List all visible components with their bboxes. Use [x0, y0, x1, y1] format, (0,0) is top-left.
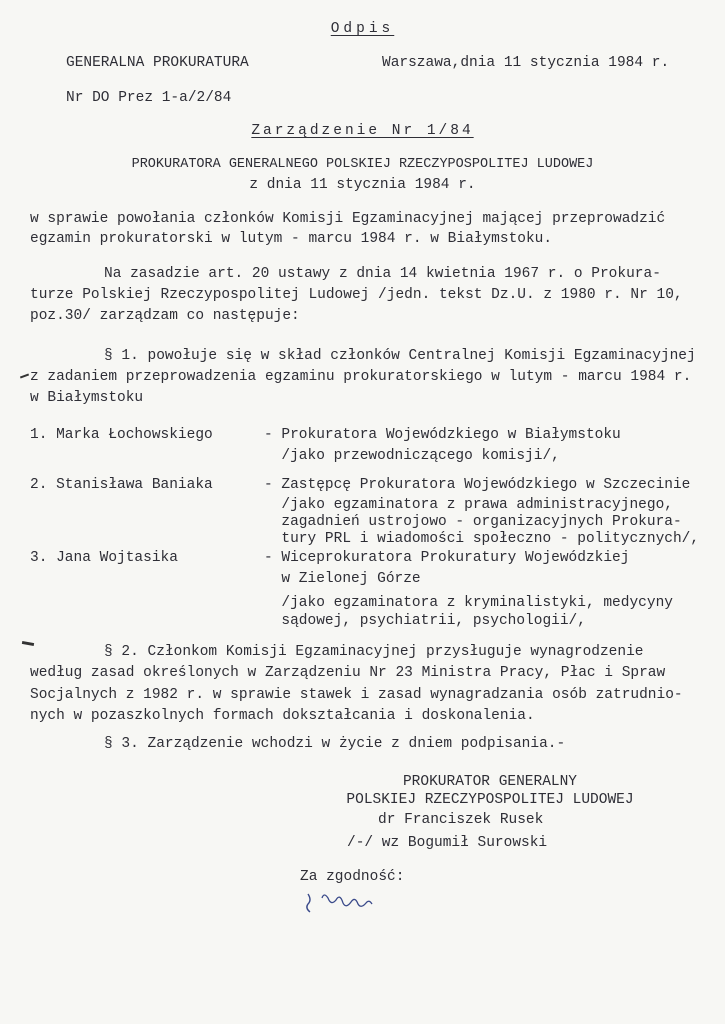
member-role-line: - Prokuratora Wojewódzkiego w Białymstoku [264, 427, 621, 443]
member-name: 2. Stanisława Baniaka [30, 477, 213, 493]
copy-label: Odpis [330, 21, 395, 37]
subject-line: w sprawie powołania członków Komisji Egzaminacyjnej mającej przeprowadzić [30, 211, 666, 227]
member-role-line: tury PRL i wiadomości społeczno - politycznych/, [264, 531, 700, 547]
place-date: Warszawa,dnia 11 stycznia 1984 r. [382, 55, 670, 71]
section2-line: § 2. Członkom Komisji Egzaminacyjnej przysługuje wynagrodzenie [104, 644, 644, 660]
reference-number: Nr DO Prez 1-a/2/84 [66, 90, 232, 106]
member-role-line: /jako przewodniczącego komisji/, [264, 448, 560, 464]
preamble-line: poz.30/ zarządzam co następuje: [30, 308, 300, 324]
member-role-line: sądowej, psychiatrii, psychologii/, [264, 613, 586, 629]
signatory-name: dr Franciszek Rusek [378, 812, 544, 828]
member-role-line: /jako egzaminatora z kryminalistyki, medycyny [264, 595, 673, 611]
preamble-line: Na zasadzie art. 20 ustawy z dnia 14 kwietnia 1967 r. o Prokura- [104, 266, 661, 282]
section3-line: § 3. Zarządzenie wchodzi w życie z dniem podpisania.- [104, 736, 566, 752]
member-name: 3. Jana Wojtasika [30, 550, 178, 566]
order-date: z dnia 11 stycznia 1984 r. [249, 177, 476, 193]
subject-line: egzamin prokuratorski w lutym - marcu 1984 r. w Białymstoku. [30, 231, 553, 247]
member-role-line: zagadnień ustrojowo - organizacyjnych Prokura- [264, 514, 682, 530]
member-name: 1. Marka Łochowskiego [30, 427, 213, 443]
section2-line: według zasad określonych w Zarządzeniu Nr 23 Ministra Pracy, Płac i Spraw [30, 665, 666, 681]
issuer-line: PROKURATORA GENERALNEGO POLSKIEJ RZECZYPOSPOLITEJ LUDOWEJ [131, 157, 594, 172]
preamble-line: turze Polskiej Rzeczypospolitej Ludowej /jedn. tekst Dz.U. z 1980 r. Nr 10, [30, 287, 683, 303]
signature-title: PROKURATOR GENERALNY [402, 774, 578, 790]
certification-label: Za zgodność: [300, 869, 405, 885]
member-role-line: - Zastępcę Prokuratora Wojewódzkiego w Szczecinie [264, 477, 691, 493]
member-role-line: /jako egzaminatora z prawa administracyjnego, [264, 497, 673, 513]
margin-mark [22, 641, 34, 646]
member-role-line: w Zielonej Górze [264, 571, 421, 587]
handwritten-signature [300, 888, 410, 916]
order-title: Zarządzenie Nr 1/84 [251, 123, 474, 139]
section1-line: § 1. powołuje się w skład członków Centralnej Komisji Egzaminacyjnej [104, 348, 696, 364]
signed-by: /-/ wz Bogumił Surowski [347, 835, 548, 851]
member-role-line: - Wiceprokuratora Prokuratury Wojewódzkiej [264, 550, 630, 566]
section2-line: nych w pozaszkolnych formach dokształcania i doskonalenia. [30, 708, 535, 724]
section1-line: w Białymstoku [30, 390, 144, 406]
section2-line: Socjalnych z 1982 r. w sprawie stawek i zasad wynagradzania osób zatrudnio- [30, 687, 683, 703]
signature-title: POLSKIEJ RZECZYPOSPOLITEJ LUDOWEJ [346, 792, 634, 808]
section1-line: z zadaniem przeprowadzenia egzaminu prokuratorskiego w lutym - marcu 1984 r. [30, 369, 692, 385]
margin-mark [20, 374, 29, 379]
office-name: GENERALNA PROKURATURA [66, 55, 249, 71]
